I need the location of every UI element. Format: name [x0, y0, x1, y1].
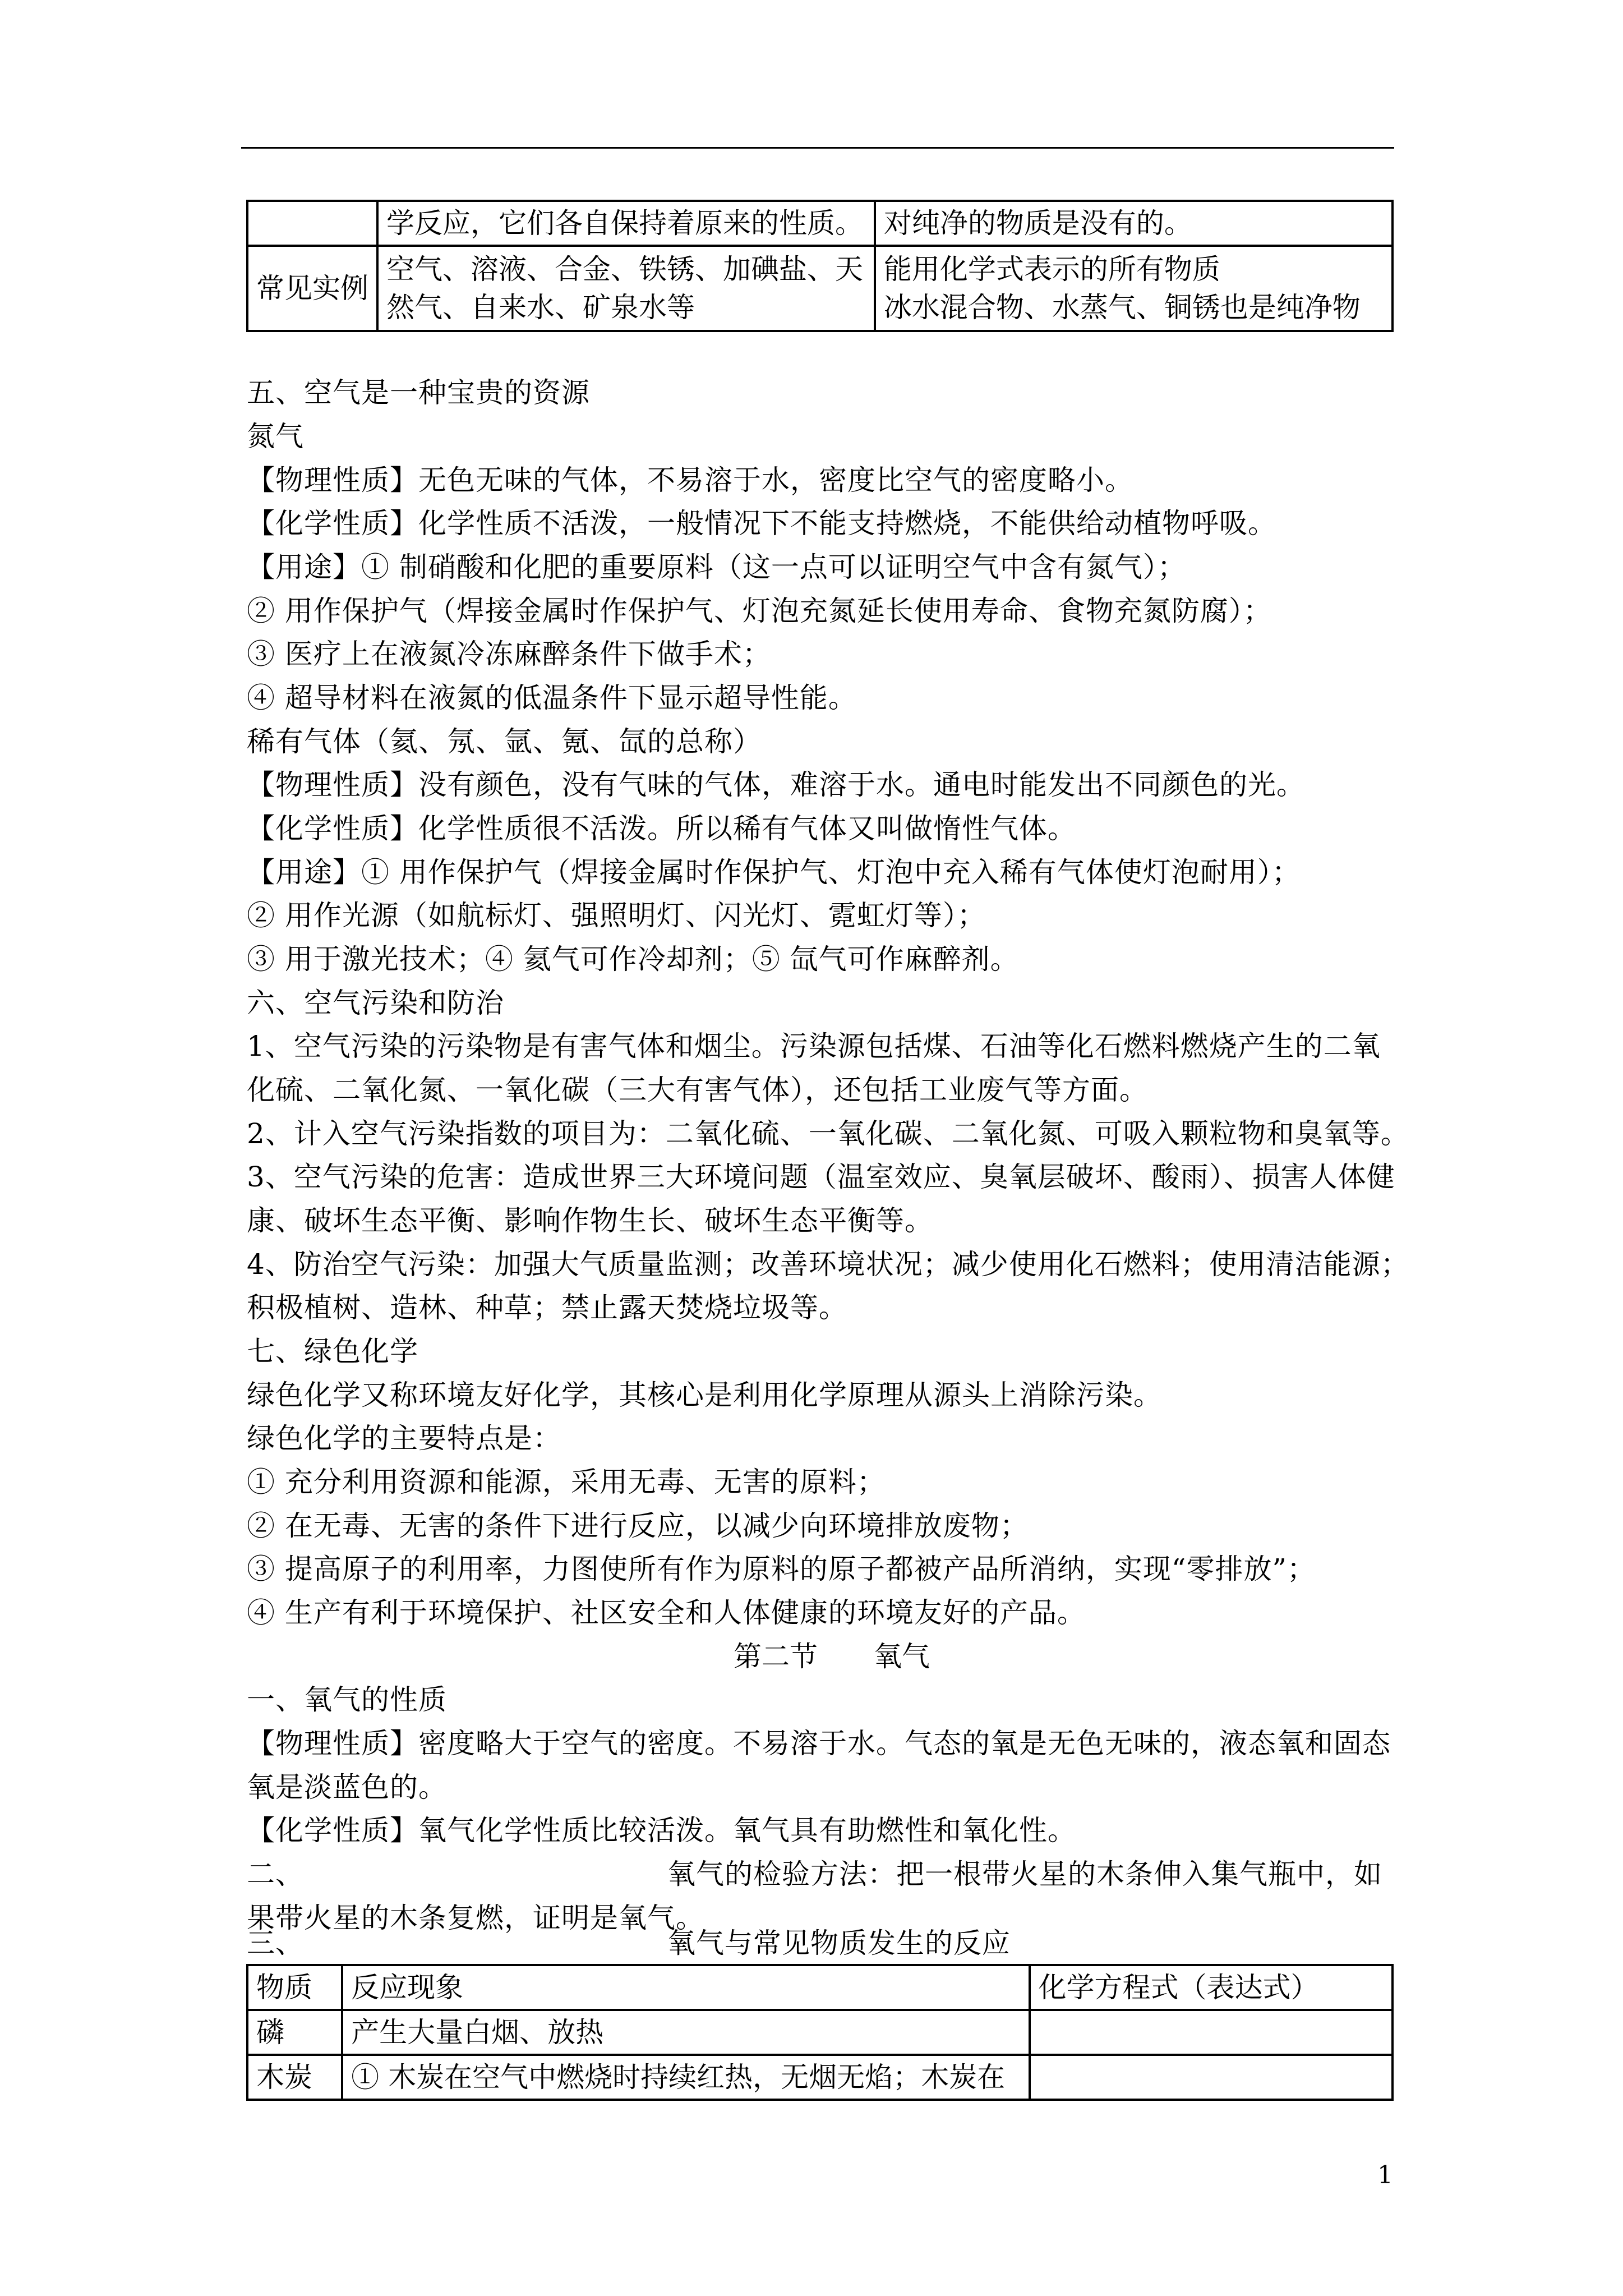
column-header: 化学方程式（表达式） — [1030, 1965, 1393, 2010]
section-heading: 七、绿色化学 — [247, 1335, 418, 1368]
mixture-pure-table — [246, 200, 1394, 332]
heading-number: 三、 — [247, 1927, 304, 1959]
text-line: ③ 用于激光技术；④ 氦气可作冷却剂；⑤ 氙气可作麻醉剂。 — [247, 943, 1019, 976]
pure-cell: 对纯净的物质是没有的。 — [875, 201, 1393, 246]
heading-text: 氧气与常见物质发生的反应 — [667, 1927, 1011, 1959]
text-line: 稀有气体（氦、氖、氩、氪、氙的总称） — [247, 725, 762, 758]
row-label: 常见实例 — [247, 246, 377, 331]
table-cell: ① 木炭在空气中燃烧时持续红热，无烟无焰；木炭在 — [342, 2055, 1029, 2100]
cell-line: 能用化学式表示的所有物质 — [883, 253, 1220, 286]
text-line: 【用途】① 制硝酸和化肥的重要原料（这一点可以证明空气中含有氮气）； — [247, 551, 1186, 583]
text-line: ② 在无毒、无害的条件下进行反应，以减少向环境排放废物； — [247, 1510, 1029, 1542]
text-line: 【物理性质】没有颜色，没有气味的气体，难溶于水。通电时能发出不同颜色的光。 — [247, 769, 1305, 801]
section-heading: 一、氧气的性质 — [247, 1683, 447, 1716]
cell-line: 然气、自来水、矿泉水等 — [386, 291, 695, 324]
table-row — [247, 2055, 1393, 2100]
text-line: 【化学性质】氧气化学性质比较活泼。氧气具有助燃性和氧化性。 — [247, 1814, 1076, 1847]
text-line: 果带火星的木条复燃，证明是氧气。 — [247, 1902, 704, 1934]
text-line: 化硫、二氧化氮、一氧化碳（三大有害气体），还包括工业废气等方面。 — [247, 1074, 1148, 1106]
column-header: 反应现象 — [342, 1965, 1029, 2010]
text-line: 1、空气污染的污染物是有害气体和烟尘。污染源包括煤、石油等化石燃料燃烧产生的二氧 — [247, 1030, 1381, 1062]
cell-line: 空气、溶液、合金、铁锈、加碘盐、天 — [386, 253, 863, 286]
header-rule — [241, 147, 1394, 149]
section-heading: 五、空气是一种宝贵的资源 — [247, 376, 590, 409]
text-line: ② 用作光源（如航标灯、强照明灯、闪光灯、霓虹灯等）； — [247, 899, 986, 932]
text-line: 【化学性质】化学性质不活泼，一般情况下不能支持燃烧，不能供给动植物呼吸。 — [247, 507, 1276, 540]
mixture-cell: 学反应，它们各自保持着原来的性质。 — [377, 201, 875, 246]
table-row — [247, 246, 1393, 331]
table-row — [247, 1965, 1393, 2010]
text-line: 【物理性质】密度略大于空气的密度。不易溶于水。气态的氧是无色无味的，液态氧和固态 — [247, 1727, 1391, 1760]
text-line: ④ 生产有利于环境保护、社区安全和人体健康的环境友好的产品。 — [247, 1596, 1086, 1629]
table-row — [247, 201, 1393, 246]
text-line: 4、防治空气污染：加强大气质量监测；改善环境状况；减少使用化石燃料；使用清洁能源； — [247, 1248, 1409, 1281]
table-cell — [1030, 2010, 1393, 2055]
reaction-table — [246, 1964, 1394, 2101]
text-line: 【用途】① 用作保护气（焊接金属时作保护气、灯泡中充入稀有气体使灯泡耐用）； — [247, 856, 1301, 889]
text-line: 【化学性质】化学性质很不活泼。所以稀有气体又叫做惰性气体。 — [247, 812, 1076, 845]
page-number: 1 — [1377, 2161, 1393, 2189]
text-line: ④ 超导材料在液氮的低温条件下显示超导性能。 — [247, 682, 857, 714]
heading-number: 二、 — [247, 1858, 304, 1890]
text-line: ③ 医疗上在液氮冷冻麻醉条件下做手术； — [247, 638, 771, 670]
text-line: 2、计入空气污染指数的项目为：二氧化硫、一氧化碳、二氧化氮、可吸入颗粒物和臭氧等。 — [247, 1117, 1409, 1150]
text-line: ① 充分利用资源和能源，采用无毒、无害的原料； — [247, 1466, 886, 1498]
table-cell — [1030, 2055, 1393, 2100]
text-line: 【物理性质】无色无味的气体，不易溶于水，密度比空气的密度略小。 — [247, 464, 1133, 496]
text-line: 绿色化学的主要特点是： — [247, 1422, 561, 1455]
cell-line: 冰水混合物、水蒸气、铜锈也是纯净物 — [883, 291, 1361, 324]
text-line: 康、破坏生态平衡、影响作物生长、破坏生态平衡等。 — [247, 1204, 933, 1237]
text-line: 绿色化学又称环境友好化学，其核心是利用化学原理从源头上消除污染。 — [247, 1379, 1162, 1411]
heading-text: 氧气的检验方法：把一根带火星的木条伸入集气瓶中，如 — [667, 1858, 1382, 1890]
text-line: 氮气 — [247, 420, 304, 453]
text-line: 3、空气污染的危害：造成世界三大环境问题（温室效应、臭氧层破坏、酸雨）、损害人体健 — [247, 1161, 1395, 1193]
section-title: 第二节 氧气 — [734, 1640, 930, 1673]
table-cell: 木炭 — [247, 2055, 342, 2100]
pure-cell — [875, 246, 1393, 331]
table-row — [247, 2010, 1393, 2055]
text-line: 氧是淡蓝色的。 — [247, 1771, 447, 1803]
text-line: ③ 提高原子的利用率，力图使所有作为原料的原子都被产品所消纳，实现“零排放”； — [247, 1553, 1316, 1585]
text-line: 积极植树、造林、种草；禁止露天焚烧垃圾等。 — [247, 1291, 847, 1324]
table-cell: 磷 — [247, 2010, 342, 2055]
column-header: 物质 — [247, 1965, 342, 2010]
row-label — [247, 201, 377, 246]
table-cell: 产生大量白烟、放热 — [342, 2010, 1029, 2055]
mixture-cell — [377, 246, 875, 331]
section-heading: 六、空气污染和防治 — [247, 987, 504, 1019]
text-line: ② 用作保护气（焊接金属时作保护气、灯泡充氮延长使用寿命、食物充氮防腐）； — [247, 595, 1272, 627]
